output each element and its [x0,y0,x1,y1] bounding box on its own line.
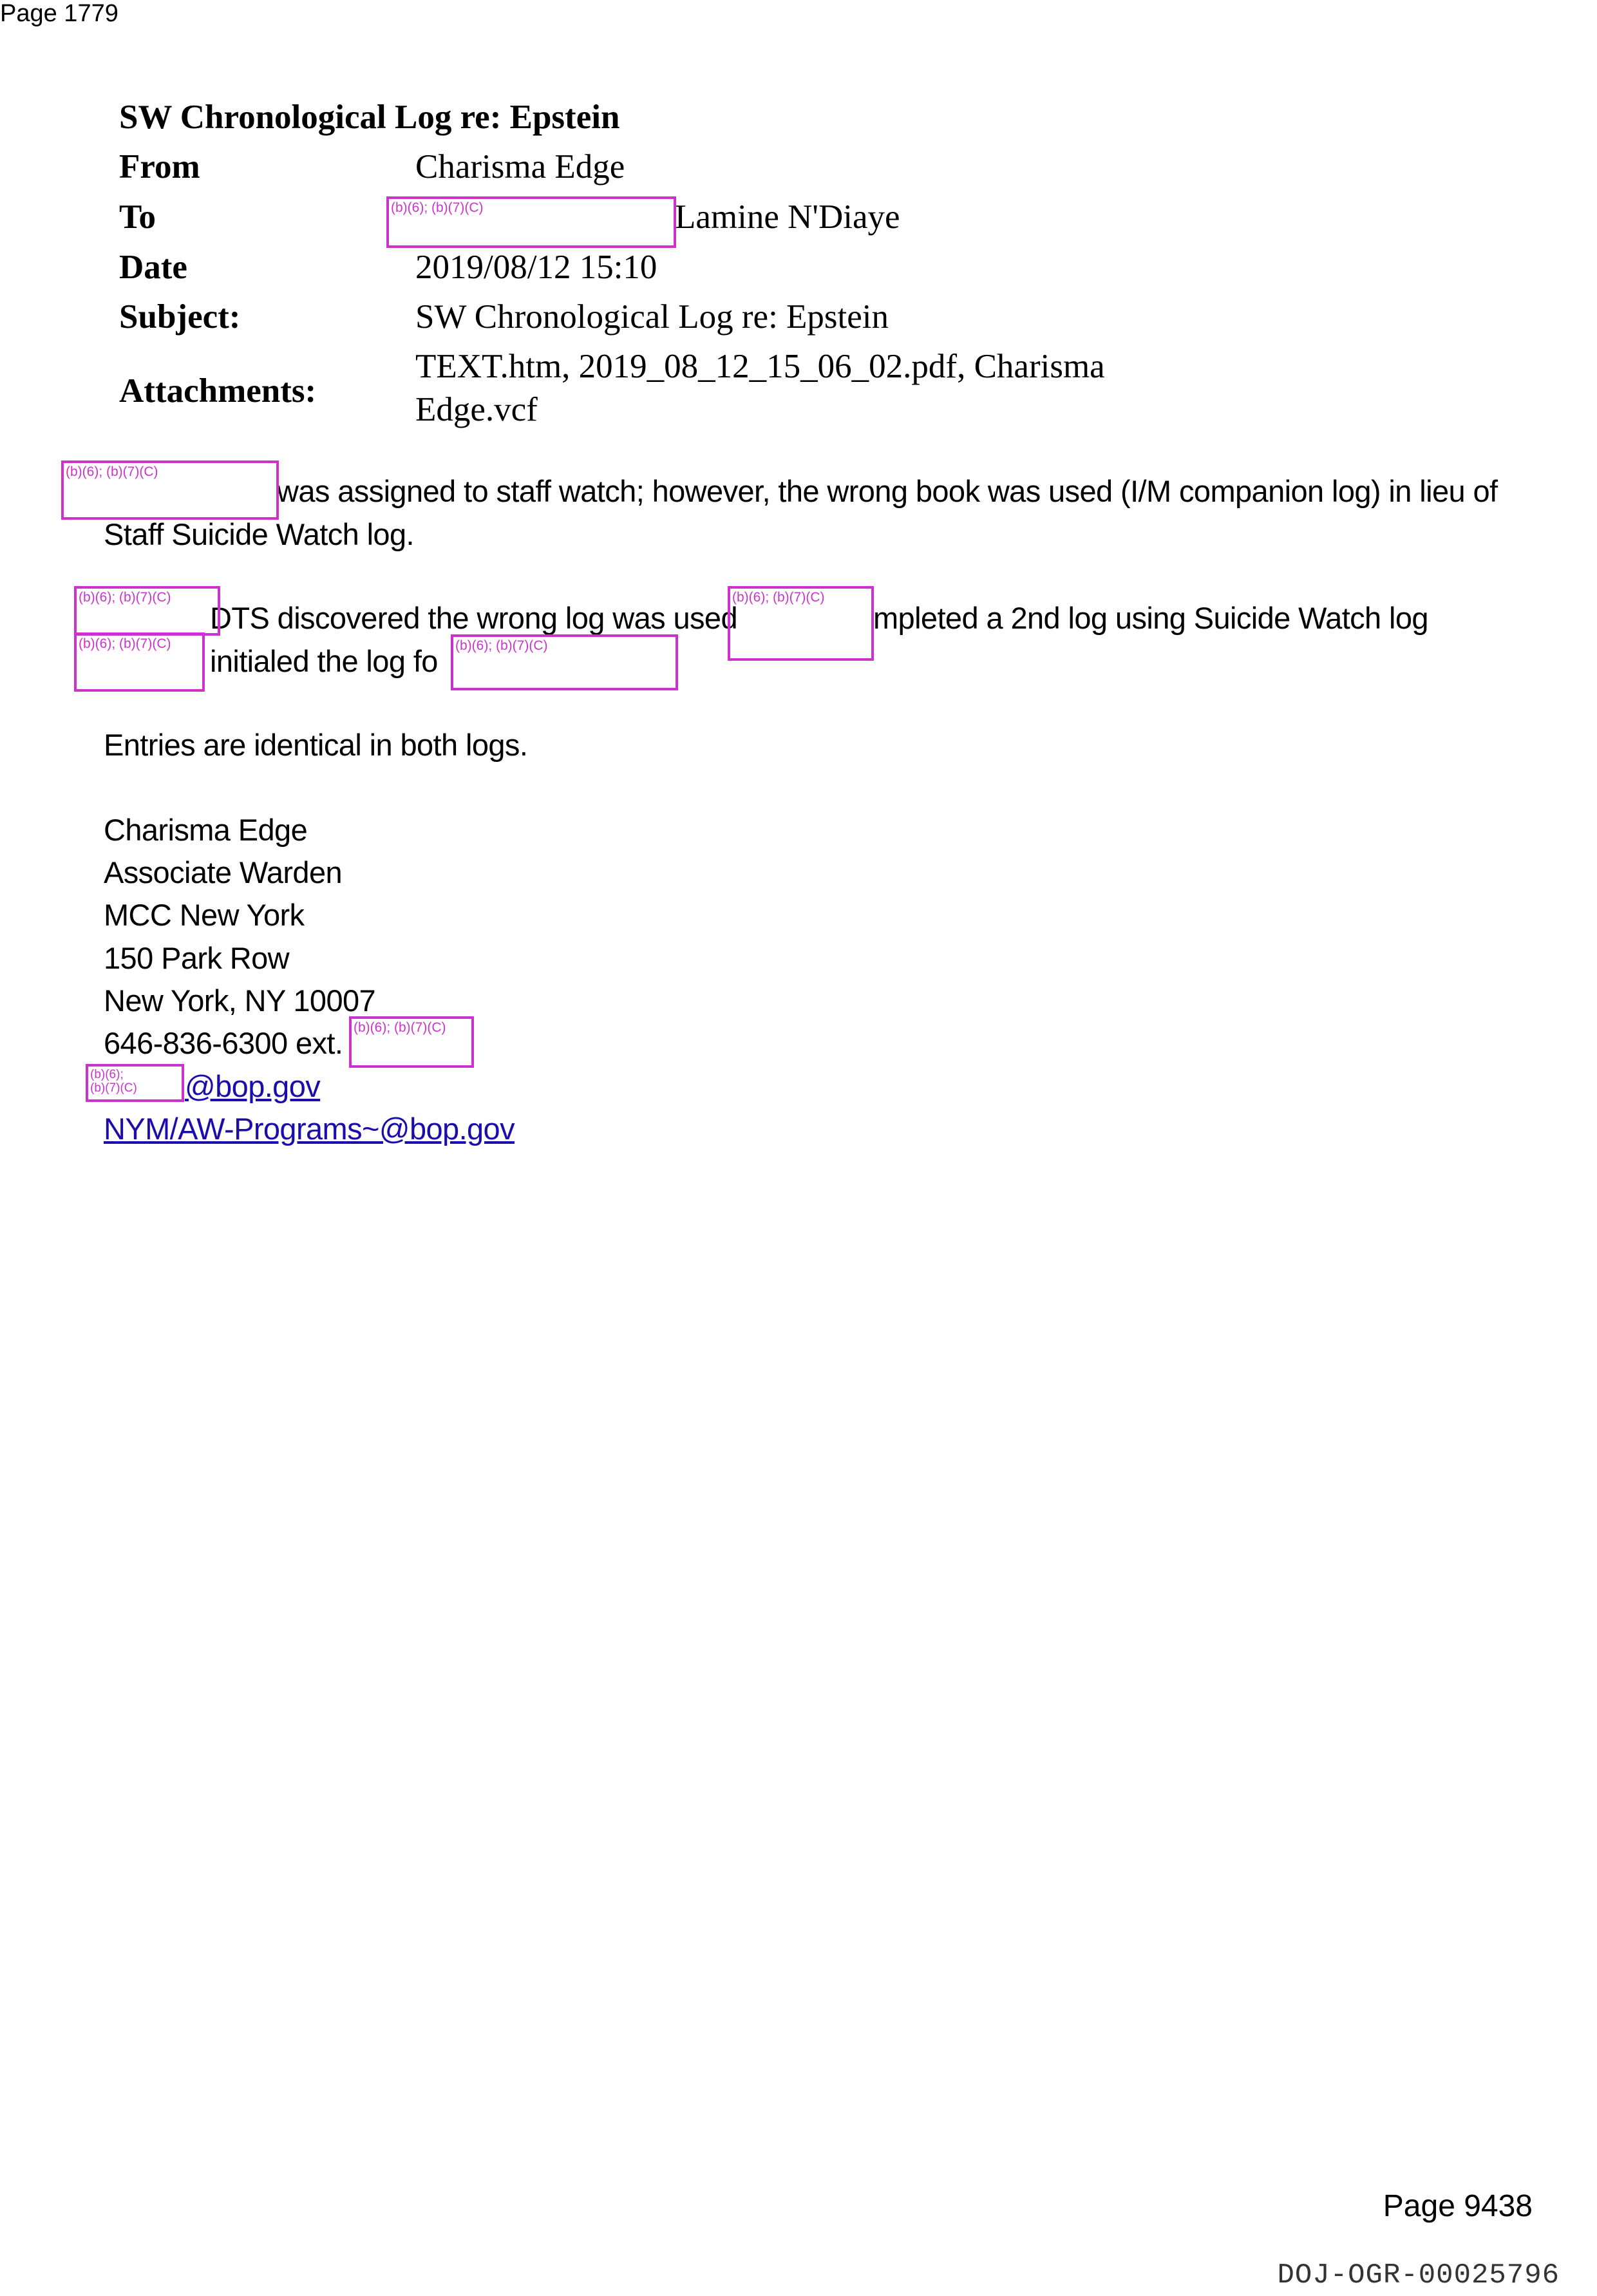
redaction-code-line1: (b)(6); [90,1068,124,1081]
to-label: To [119,198,156,236]
redaction-box-p2-b: (b)(6); (b)(7)(C) [728,586,874,661]
attachments-label: Attachments: [119,372,317,410]
signature-phone: 646-836-6300 ext. [104,1026,343,1060]
body-p1-line2: Staff Suicide Watch log. [104,517,414,551]
attachments-value-line1: TEXT.htm, 2019_08_12_15_06_02.pdf, Charisma [415,348,1105,385]
from-value: Charisma Edge [415,148,625,185]
redaction-box-to: (b)(6); (b)(7)(C) [386,196,676,248]
redaction-box-ext: (b)(6); (b)(7)(C) [349,1016,474,1068]
redaction-box-p1: (b)(6); (b)(7)(C) [61,460,279,520]
page-number: Page 9438 [1383,2189,1533,2223]
body-p2-line2a: initialed the log fo [210,644,438,678]
from-label: From [119,148,200,185]
email-title: SW Chronological Log re: Epstein [119,99,620,136]
bates-number: DOJ-OGR-00025796 [1277,2259,1560,2291]
signature-email-link[interactable]: @bop.gov [185,1069,321,1103]
body-p3: Entries are identical in both logs. [104,728,528,762]
group-email-link[interactable]: NYM/AW-Programs~@bop.gov [104,1112,515,1146]
redaction-box-p2-a: (b)(6); (b)(7)(C) [74,586,220,636]
redaction-code-line2: (b)(7)(C) [90,1081,137,1095]
redaction-box-p2-d: (b)(6); (b)(7)(C) [451,634,678,690]
signature-street: 150 Park Row [104,941,289,975]
redaction-box-email [86,1064,184,1102]
subject-value: SW Chronological Log re: Epstein [415,298,889,336]
body-p2-line1b: mpleted a 2nd log using Suicide Watch log [873,601,1428,635]
date-value: 2019/08/12 15:10 [415,249,657,286]
body-p2-line1a: DTS discovered the wrong log was used [210,601,738,635]
signature-org: MCC New York [104,898,305,932]
signature-city: New York, NY 10007 [104,983,376,1018]
date-label: Date [119,249,187,286]
signature-title: Associate Warden [104,855,343,889]
attachments-value-line2: Edge.vcf [415,391,538,428]
signature-name: Charisma Edge [104,813,308,847]
body-p1-line1: was assigned to staff watch; however, the wrong book was used (I/M companion log) in lieu of [277,474,1498,508]
page-header: Page 1779 [0,0,118,27]
redaction-box-p2-c: (b)(6); (b)(7)(C) [74,632,205,692]
to-value: Lamine N'Diaye [675,198,900,236]
subject-label: Subject: [119,298,241,336]
